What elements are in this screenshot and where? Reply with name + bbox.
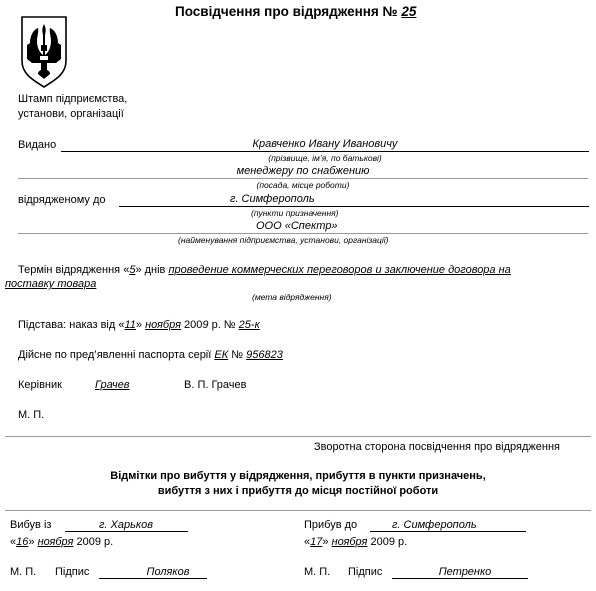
reverse-heading-line2: вибуття з них і прибуття до місця постійної роботи <box>157 485 439 497</box>
reverse-heading-line1: Відмітки про вибуття у відрядження, прибуття в пункти призначень, <box>110 470 486 482</box>
departure-month: ноября <box>37 536 74 548</box>
certificate-number: 25 <box>401 4 417 19</box>
arrival-sign-line <box>392 578 528 579</box>
arrival-day: 17 <box>310 536 323 548</box>
stamp-place-top: М. П. <box>18 409 45 421</box>
departure-mp: М. П. <box>10 566 37 578</box>
term-label-after: » днів <box>135 264 166 276</box>
arrival-place: г. Симферополь <box>392 519 477 531</box>
basis-row <box>18 320 260 331</box>
position-value: менеджеру по снабжению <box>236 165 370 177</box>
issued-label: Видано <box>18 139 57 151</box>
basis-month: ноября <box>145 319 181 331</box>
reverse-title: Зворотна сторона посвідчення про відрядження <box>314 441 560 453</box>
organization-value: ООО «Спектр» <box>256 220 338 232</box>
passport-series: ЕК <box>214 349 229 361</box>
reverse-divider <box>5 510 591 511</box>
reverse-separator <box>5 436 591 437</box>
coat-of-arms-emblem <box>19 15 69 89</box>
destination-value: г. Симферополь <box>230 193 315 205</box>
departure-signature: Поляков <box>146 566 190 578</box>
arrival-label: Прибув до <box>304 519 358 531</box>
arrival-sign-label: Підпис <box>348 566 383 578</box>
issued-caption: (прізвище, ім’я, по батькові) <box>268 153 382 163</box>
passport-row <box>18 350 283 361</box>
position-line <box>18 178 588 179</box>
departure-place-line <box>65 531 188 532</box>
organization-caption: (найменування підприємства, установи, організації) <box>178 235 389 245</box>
title-text: Посвідчення про відрядження № <box>175 4 398 19</box>
passport-number-label: № <box>231 349 244 361</box>
head-signature: Грачев <box>95 379 130 391</box>
basis-year-suffix: р. № <box>211 319 236 331</box>
stamp-label-line1: Штамп підприємства, <box>18 93 128 105</box>
term-purpose-line2: поставку товара <box>5 278 97 290</box>
term-purpose-line1: проведение коммерческих переговоров и заключение договора на <box>168 264 511 276</box>
destination-caption: (пункти призначення) <box>251 208 339 218</box>
arrival-mp: М. П. <box>304 566 331 578</box>
departure-day: 16 <box>16 536 29 548</box>
departure-year: 2009 р. <box>76 536 114 548</box>
departure-sign-label: Підпис <box>55 566 90 578</box>
term-label-before: Термін відрядження « <box>18 264 130 276</box>
document-title <box>175 5 416 19</box>
basis-label: Підстава: наказ від « <box>18 319 125 331</box>
term-caption: (мета відрядження) <box>252 292 332 302</box>
arrival-year: 2009 р. <box>370 536 408 548</box>
term-row <box>18 265 511 276</box>
basis-day: 11 <box>124 319 136 331</box>
destination-line <box>119 206 589 207</box>
departure-sign-line <box>99 578 207 579</box>
issued-line <box>61 151 589 152</box>
basis-mid: » <box>135 319 143 331</box>
departure-date: «16» ноября 2009 р. <box>10 536 114 548</box>
basis-year-digit: 9 <box>202 319 209 331</box>
arrival-place-line <box>370 531 526 532</box>
passport-label: Дійсне по пред’явленні паспорта серії <box>18 349 212 361</box>
basis-year-prefix: 200 <box>184 319 203 331</box>
head-name: В. П. Грачев <box>184 379 247 391</box>
head-label: Керівник <box>18 379 62 391</box>
arrival-month: ноября <box>331 536 368 548</box>
arrival-signature: Петренко <box>438 566 492 578</box>
destination-label: відрядженому до <box>18 194 106 206</box>
departure-label: Вибув із <box>10 519 52 531</box>
term-days: 5 <box>129 264 136 276</box>
organization-line <box>18 233 588 234</box>
departure-place: г. Харьков <box>99 519 153 531</box>
stamp-label-line2: установи, організації <box>18 108 124 120</box>
arrival-date: «17» ноября 2009 р. <box>304 536 408 548</box>
position-caption: (посада, місце роботи) <box>256 180 350 190</box>
issued-value: Кравченко Ивану Ивановичу <box>252 138 398 150</box>
passport-number: 956823 <box>246 349 283 361</box>
basis-order-number: 25-к <box>238 319 260 331</box>
